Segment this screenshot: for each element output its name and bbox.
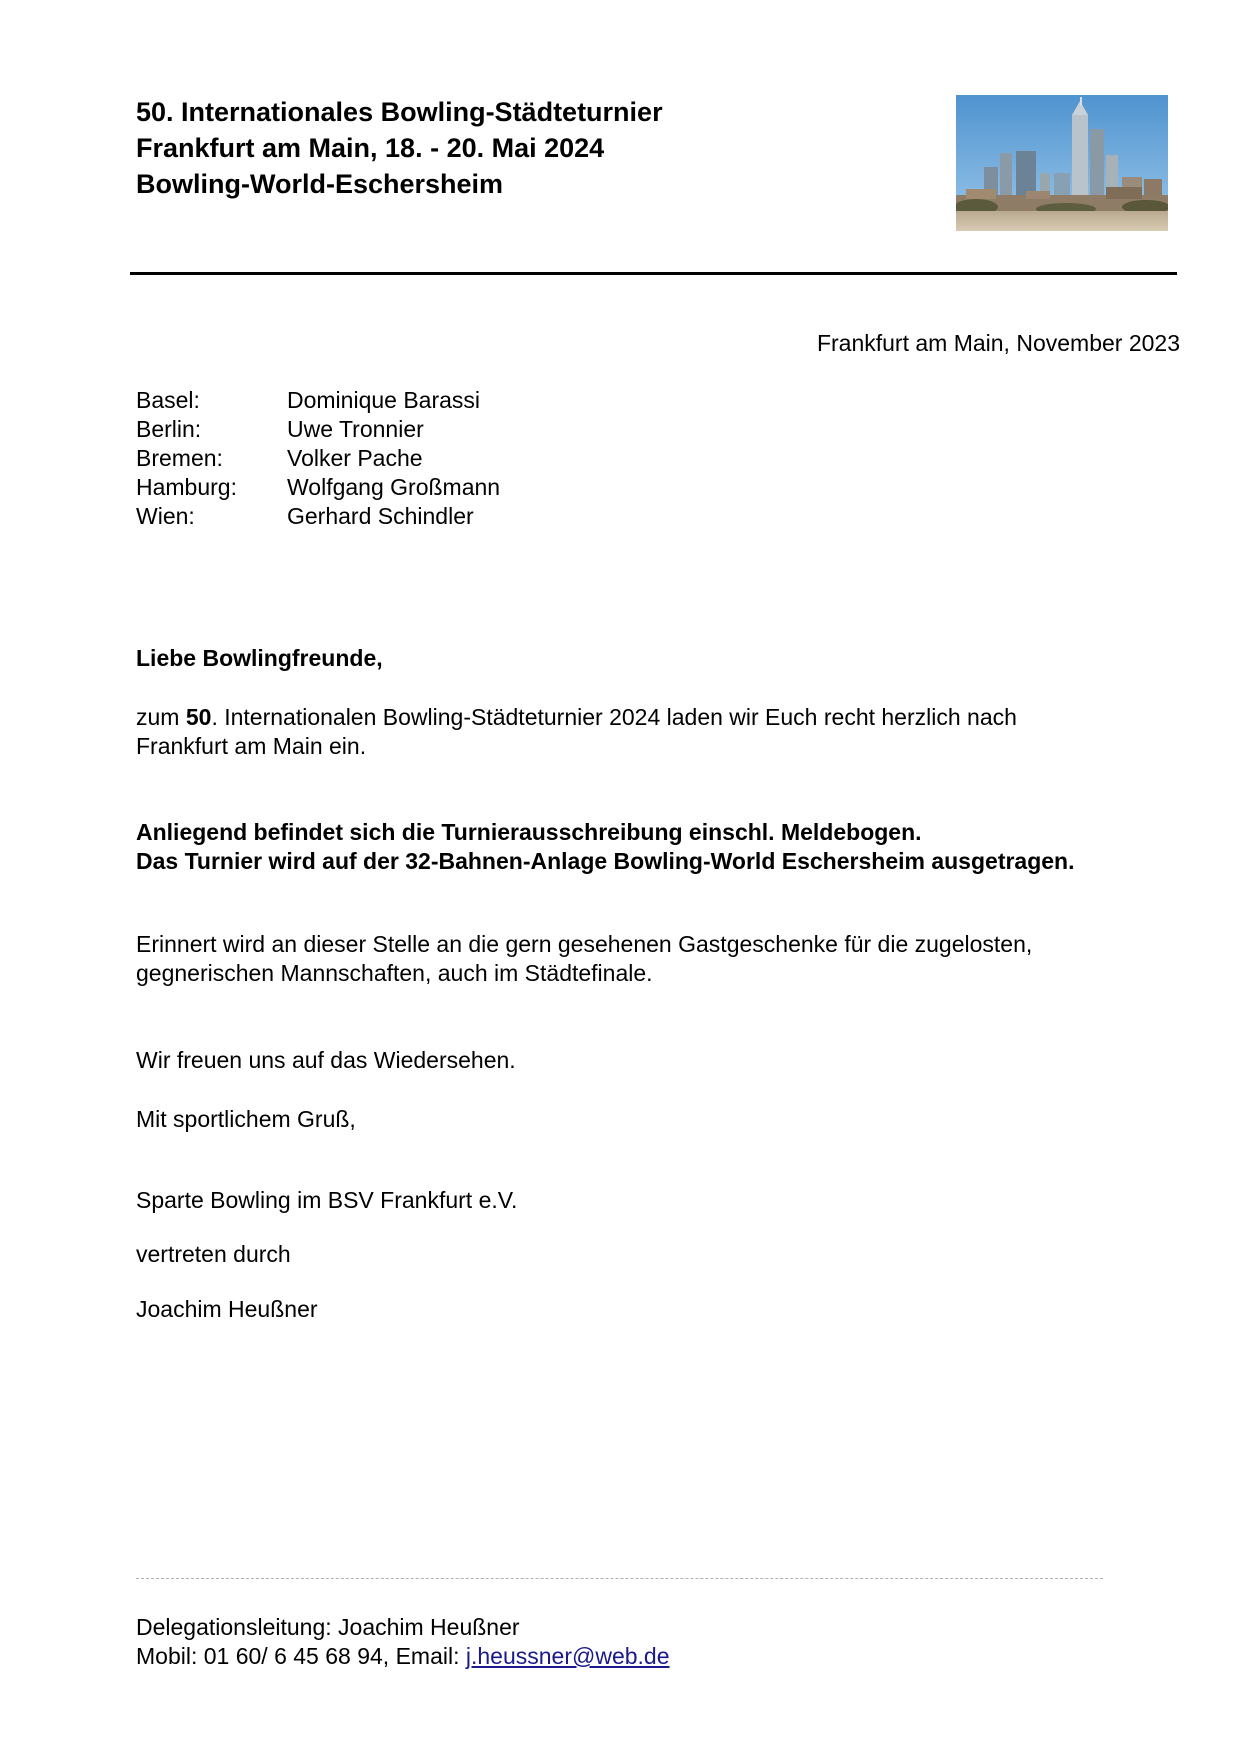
greeting: Liebe Bowlingfreunde,: [136, 645, 383, 671]
contact-line: [136, 1642, 670, 1671]
recipient-row: [136, 386, 500, 415]
title-line-1: 50. Internationales Bowling-Städteturnier: [136, 97, 663, 127]
intro-paragraph: [136, 703, 1017, 761]
intro-number: 50: [185, 704, 212, 730]
announcement-paragraph: [136, 818, 1075, 876]
header-divider: [130, 272, 1177, 275]
recipient-list: [136, 386, 500, 531]
recipient-city: Berlin:: [136, 416, 202, 442]
footer-divider: [136, 1578, 1103, 1579]
letter-date: Frankfurt am Main, November 2023: [816, 330, 1180, 356]
intro-line-2: Frankfurt am Main ein.: [136, 733, 367, 759]
recipient-name: Wolfgang Großmann: [287, 474, 501, 500]
recipient-city: Bremen:: [136, 445, 223, 471]
organization-name: Sparte Bowling im BSV Frankfurt e.V.: [136, 1187, 518, 1213]
recipient-row: [136, 473, 500, 502]
title-line-2: Frankfurt am Main, 18. - 20. Mai 2024: [136, 133, 605, 163]
recipient-name: Gerhard Schindler: [287, 503, 474, 529]
mobile-text: Mobil: 01 60/ 6 45 68 94, Email:: [136, 1643, 466, 1669]
intro-prefix: zum: [136, 704, 186, 730]
closing-line-1: Wir freuen uns auf das Wiedersehen.: [136, 1047, 516, 1073]
letter-title: [136, 94, 663, 202]
recipient-name: Dominique Barassi: [287, 387, 481, 413]
frankfurt-skyline-image: [956, 95, 1168, 231]
recipient-name: Volker Pache: [287, 445, 423, 471]
delegation-lead: Delegationsleitung: Joachim Heußner: [136, 1614, 520, 1640]
recipient-row: [136, 415, 500, 444]
announcement-line-2: Das Turnier wird auf der 32-Bahnen-Anlage Bowling-World Eschersheim ausgetragen.: [136, 848, 1075, 874]
recipient-city: Hamburg:: [136, 474, 237, 500]
recipient-row: [136, 444, 500, 473]
intro-line-1: [136, 703, 1017, 732]
recipient-city: Wien:: [136, 503, 195, 529]
closing-line-2: Mit sportlichem Gruß,: [136, 1106, 356, 1132]
recipient-row: [136, 502, 500, 531]
email-link[interactable]: j.heussner@web.de: [465, 1643, 670, 1669]
signer-name: Joachim Heußner: [136, 1296, 318, 1322]
announcement-line-1: Anliegend befindet sich die Turnierausschreibung einschl. Meldebogen.: [136, 819, 922, 845]
footer-contact: [136, 1613, 670, 1671]
intro-suffix: . Internationalen Bowling-Städteturnier 2024 laden wir Euch recht herzlich nach: [211, 704, 1017, 730]
reminder-paragraph: [136, 930, 1032, 988]
title-line-3: Bowling-World-Eschersheim: [136, 169, 504, 199]
reminder-line-2: gegnerischen Mannschaften, auch im Städtefinale.: [136, 960, 653, 986]
recipient-name: Uwe Tronnier: [287, 416, 424, 442]
reminder-line-1: Erinnert wird an dieser Stelle an die gern gesehenen Gastgeschenke für die zugelosten,: [136, 931, 1033, 957]
recipient-city: Basel:: [136, 387, 200, 413]
represented-by: vertreten durch: [136, 1241, 291, 1267]
